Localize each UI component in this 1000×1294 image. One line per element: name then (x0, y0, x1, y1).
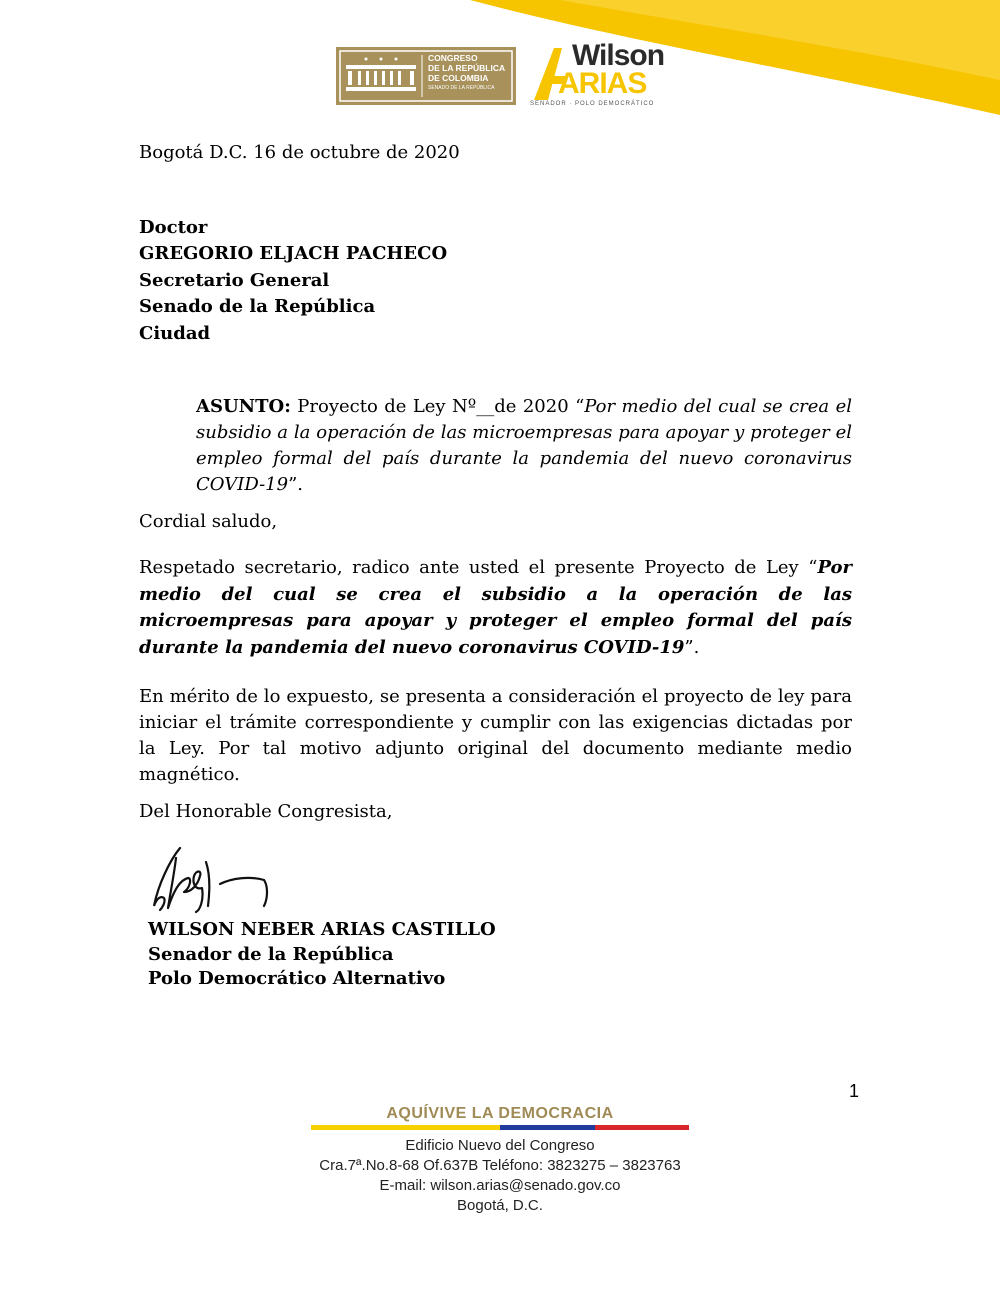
wilson-logo-tagline: SENADOR · POLO DEMOCRÁTICO (530, 101, 655, 107)
footer-email: E-mail: wilson.arias@senado.gov.co (379, 1177, 621, 1194)
paragraph-text: Respetado secretario, radico ante usted el presente Proyecto de Ley “ (139, 557, 818, 578)
flag-yellow (311, 1125, 500, 1130)
congreso-logo-line: DE LA REPÚBLICA (428, 63, 506, 73)
signer-name: WILSON NEBER ARIAS CASTILLO (148, 919, 496, 940)
asunto-label: ASUNTO: (196, 396, 291, 417)
footer-address-line: Edificio Nuevo del Congreso (405, 1137, 595, 1154)
recipient-line: GREGORIO ELJACH PACHECO (139, 243, 448, 264)
flag-bar (311, 1125, 689, 1130)
wilson-logo-bottom: ARIAS (558, 67, 647, 100)
congreso-logo-line: CONGRESO (428, 53, 478, 63)
wilson-logo-top: Wilson (572, 39, 665, 72)
page-number: 1 (849, 1081, 860, 1101)
congreso-logo (336, 47, 516, 105)
asunto-end: ”. (288, 474, 304, 495)
recipient-line: Ciudad (139, 323, 211, 344)
congreso-logo-line: DE COLOMBIA (428, 73, 489, 83)
body-paragraph-2: En mérito de lo expuesto, se presenta a consideración el proyecto de ley para iniciar el trámite correspondiente y cumplir con las exigencias dictadas por la Ley. Por tal motivo adjunto original del documento mediante medio magnético. (139, 686, 852, 785)
body-paragraph-1 (139, 555, 852, 661)
footer-address-line: Cra.7ª.No.8-68 Of.637B Teléfono: 3823275 – 3823763 (319, 1157, 681, 1174)
signer-party: Polo Democrático Alternativo (148, 968, 446, 989)
paragraph-end: ”. (684, 636, 700, 658)
wilson-arias-logo (528, 39, 665, 110)
asunto-title: Por medio del cual se crea el subsidio a la operación de las microempresas para apoyar y proteger el empleo formal del país durante la pandemia del nuevo coronavirus COVID-19 (196, 396, 852, 495)
recipient-line: Doctor (139, 217, 208, 238)
signer-title: Senador de la República (148, 944, 394, 965)
asunto-text: Proyecto de Ley Nº__de 2020 “ (290, 396, 585, 417)
letter-date: Bogotá D.C. 16 de octubre de 2020 (139, 142, 460, 163)
recipient-line: Senado de la República (139, 296, 376, 317)
flag-red (595, 1125, 690, 1130)
congreso-logo-line: SENADO DE LA REPÚBLICA (428, 85, 495, 91)
project-title: Por medio del cual se crea el subsidio a la operación de las microempresas para apoyar y proteger el empleo formal del país durante la pandemia del nuevo coronavirus COVID-19 (139, 557, 852, 658)
footer-city: Bogotá, D.C. (457, 1197, 543, 1214)
greeting: Cordial saludo, (139, 511, 278, 532)
signature (140, 840, 280, 915)
flag-blue (500, 1125, 595, 1130)
footer-slogan: AQUÍVIVE LA DEMOCRACIA (386, 1105, 614, 1122)
closing: Del Honorable Congresista, (139, 801, 393, 822)
asunto-paragraph (196, 394, 852, 498)
recipient-line: Secretario General (139, 270, 330, 291)
